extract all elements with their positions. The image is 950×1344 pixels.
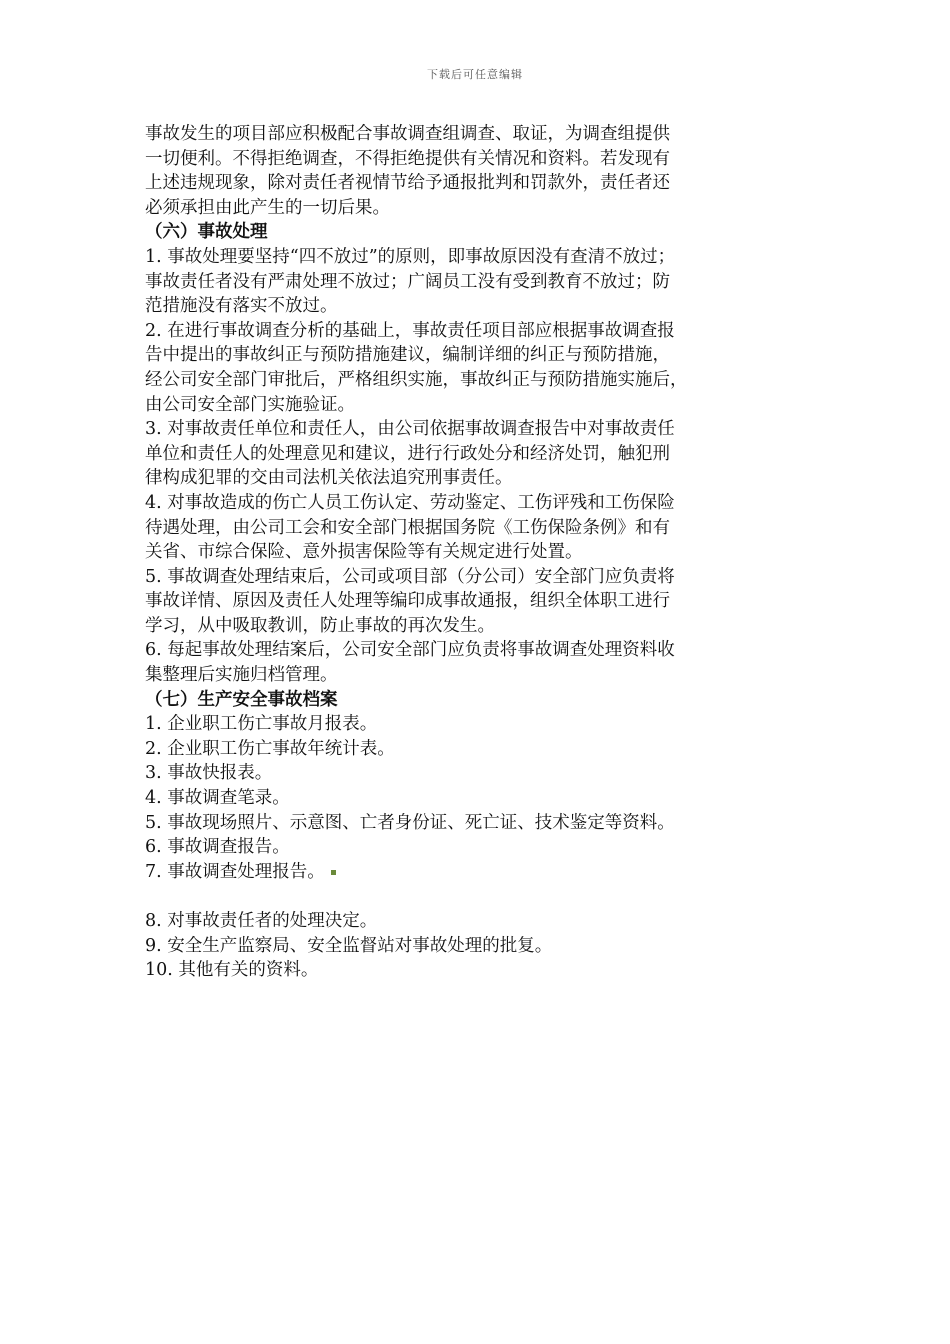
paragraph-line: 待遇处理，由公司工会和安全部门根据国务院《工伤保险条例》和有	[145, 517, 670, 538]
list-item-text: 7. 事故调查处理报告。	[145, 861, 325, 882]
list-item: 5. 事故现场照片、示意图、亡者身份证、死亡证、技术鉴定等资料。	[145, 812, 675, 833]
list-item: 1. 企业职工伤亡事故月报表。	[145, 714, 378, 735]
paragraph-line: 1. 事故处理要坚持“四不放过”的原则，即事故原因没有查清不放过；	[145, 246, 676, 267]
small-square-marker-icon	[331, 870, 336, 875]
paragraph-line: 6. 每起事故处理结案后，公司安全部门应负责将事故调查处理资料收	[145, 640, 675, 661]
list-item: 8. 对事故责任者的处理决定。	[145, 911, 378, 931]
paragraph-line: 关省、市综合保险、意外损害保险等有关规定进行处置。	[145, 542, 583, 563]
paragraph-line: 5. 事故调查处理结束后，公司或项目部（分公司）安全部门应负责将	[145, 566, 675, 587]
page-header-note: 下载后可任意编辑	[427, 68, 523, 81]
list-item: 4. 事故调查笔录。	[145, 788, 290, 809]
list-item: 9. 安全生产监察局、安全监督站对事故处理的批复。	[145, 935, 553, 956]
paragraph-line: 上述违规现象，除对责任者视情节给予通报批判和罚款外，责任者还	[145, 173, 670, 194]
paragraph-line: 律构成犯罪的交由司法机关依法追究刑事责任。	[145, 468, 513, 489]
paragraph-line: 经公司安全部门审批后，严格组织实施，事故纠正与预防措施实施后，	[145, 369, 688, 390]
paragraph-line: 4. 对事故造成的伤亡人员工伤认定、劳动鉴定、工伤评残和工伤保险	[145, 492, 675, 513]
paragraph-line: 事故发生的项目部应积极配合事故调查组调查、取证，为调查组提供	[145, 124, 670, 144]
paragraph-line: 2. 在进行事故调查分析的基础上，事故责任项目部应根据事故调查报	[145, 320, 675, 341]
blank-line	[145, 884, 815, 909]
section-heading-accident-handling: （六）事故处理	[145, 222, 268, 243]
paragraph-line: 集整理后实施归档管理。	[145, 665, 338, 686]
paragraph-line: 范措施没有落实不放过。	[145, 296, 338, 317]
paragraph-line: 由公司安全部门实施验证。	[145, 394, 355, 415]
paragraph-line: 告中提出的事故纠正与预防措施建议，编制详细的纠正与预防措施，	[145, 345, 670, 366]
list-item: 2. 企业职工伤亡事故年统计表。	[145, 738, 395, 759]
list-item: 6. 事故调查报告。	[145, 837, 290, 858]
list-item-with-marker	[145, 860, 815, 885]
paragraph-line: 事故责任者没有严肃处理不放过；广阔员工没有受到教育不放过；防	[145, 271, 670, 292]
section-heading-accident-archive: （七）生产安全事故档案	[145, 689, 338, 710]
paragraph-line: 必须承担由此产生的一切后果。	[145, 197, 390, 218]
document-body	[145, 122, 815, 983]
paragraph-line: 一切便利。不得拒绝调查，不得拒绝提供有关情况和资料。若发现有	[145, 148, 670, 169]
list-item: 3. 事故快报表。	[145, 763, 273, 784]
list-item: 10. 其他有关的资料。	[145, 960, 319, 981]
paragraph-line: 3. 对事故责任单位和责任人，由公司依据事故调查报告中对事故责任	[145, 419, 675, 440]
paragraph-line: 事故详情、原因及责任人处理等编印成事故通报，组织全体职工进行	[145, 591, 670, 612]
paragraph-line: 单位和责任人的处理意见和建议，进行行政处分和经济处罚，触犯刑	[145, 443, 670, 464]
paragraph-line: 学习，从中吸取教训，防止事故的再次发生。	[145, 615, 495, 636]
